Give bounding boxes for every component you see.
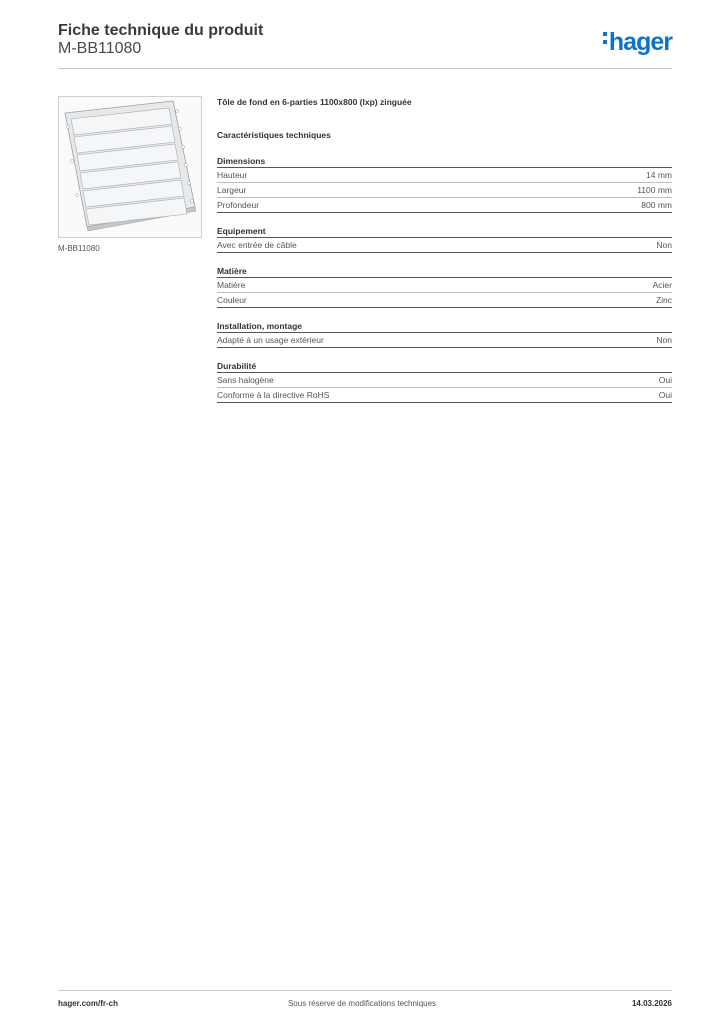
spec-row	[217, 293, 672, 308]
spec-label: Profondeur	[217, 200, 260, 210]
spec-value: 14 mm	[646, 170, 672, 180]
section-title: Equipement	[217, 225, 672, 238]
footer-divider	[58, 990, 672, 991]
logo-text: hager	[608, 28, 672, 56]
footer-note: Sous réserve de modifications techniques	[287, 999, 437, 1008]
section-title: Dimensions	[217, 155, 672, 168]
header-divider	[58, 68, 672, 69]
spec-value: Non	[656, 335, 672, 345]
mounting-plate-illustration	[59, 97, 201, 237]
page-header	[58, 22, 672, 68]
product-code: M-BB11080	[58, 40, 142, 57]
section-title: Installation, montage	[217, 320, 672, 333]
logo-dots-icon	[601, 29, 609, 48]
spec-label: Hauteur	[217, 170, 248, 180]
spec-label: Adapté à un usage extérieur	[217, 335, 324, 345]
document-title: Fiche technique du produit	[58, 22, 264, 39]
spec-value: 800 mm	[641, 200, 672, 210]
spec-section-equipement	[217, 225, 672, 253]
spec-value: Oui	[658, 375, 672, 385]
spec-label: Largeur	[217, 185, 247, 195]
spec-row	[217, 373, 672, 388]
hager-logo	[601, 28, 672, 57]
spec-section-matiere	[217, 265, 672, 308]
spec-row	[217, 183, 672, 198]
section-title: Durabilité	[217, 360, 672, 373]
product-description: Tôle de fond en 6-parties 1100x800 (lxp) zinguée	[217, 97, 412, 107]
spec-row	[217, 278, 672, 293]
spec-label: Couleur	[217, 295, 247, 305]
section-title: Matière	[217, 265, 672, 278]
spec-label: Conforme à la directive RoHS	[217, 390, 330, 400]
image-caption: M-BB11080	[58, 244, 100, 253]
footer-url: hager.com/fr-ch	[58, 999, 119, 1008]
spec-label: Matière	[217, 280, 246, 290]
spec-row	[217, 388, 672, 403]
spec-label: Avec entrée de câble	[217, 240, 297, 250]
spec-section-dimensions	[217, 155, 672, 213]
spec-value: 1100 mm	[637, 185, 672, 195]
spec-section-installation	[217, 320, 672, 348]
spec-value: Acier	[652, 280, 672, 290]
spec-value: Zinc	[655, 295, 672, 305]
spec-value: Non	[656, 240, 672, 250]
spec-row	[217, 238, 672, 253]
spec-value: Oui	[658, 390, 672, 400]
specs-heading: Caractéristiques techniques	[217, 130, 331, 140]
spec-content	[217, 96, 672, 403]
product-image	[58, 96, 202, 238]
spec-row	[217, 168, 672, 183]
spec-label: Sans halogène	[217, 375, 274, 385]
spec-section-durabilite	[217, 360, 672, 403]
spec-row	[217, 198, 672, 213]
footer-date: 14.03.2026	[631, 999, 672, 1008]
spec-row	[217, 333, 672, 348]
